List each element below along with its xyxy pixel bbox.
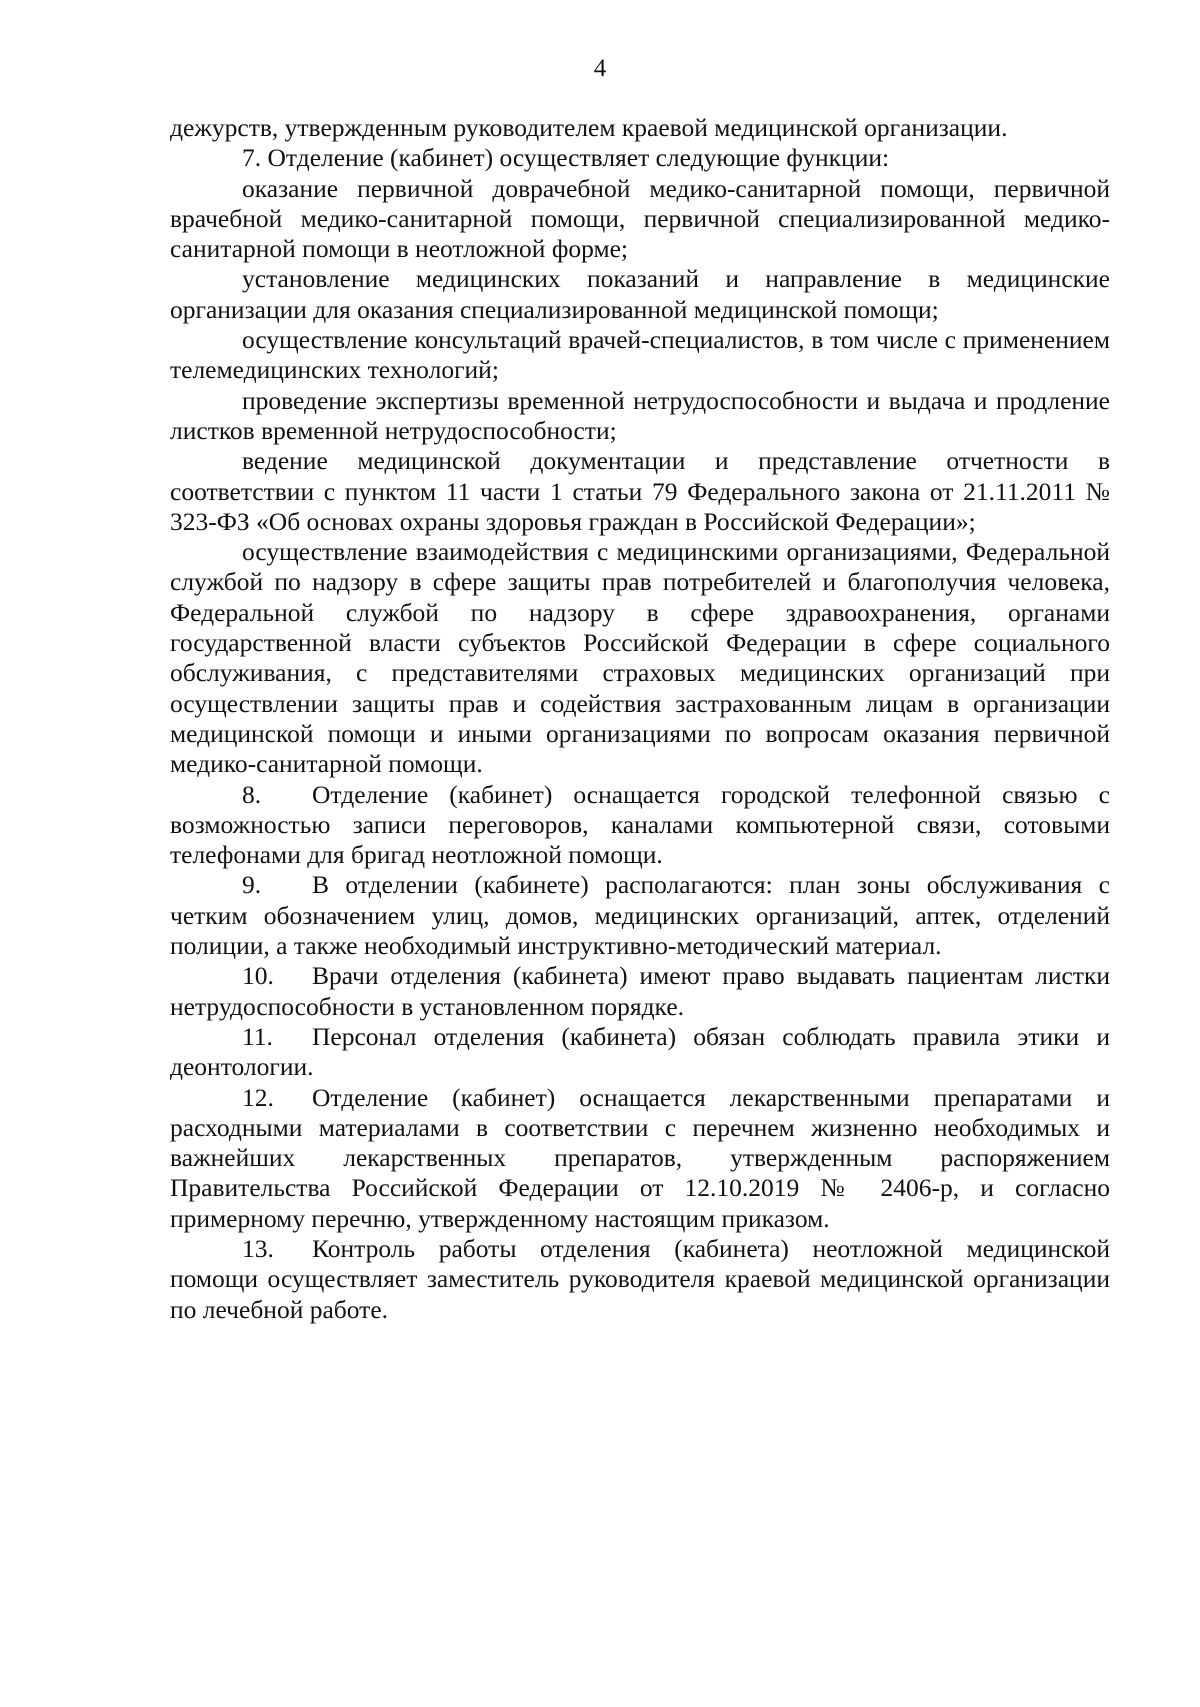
paragraph-item-12: [170, 1083, 1110, 1234]
paragraph-text: осуществление консультаций врачей-специалистов, в том числе с применением телемедицинских технологий;: [170, 325, 1110, 385]
item-number: 13.: [242, 1233, 274, 1263]
item-number: 11.: [242, 1021, 273, 1051]
document-body: [170, 113, 1110, 1325]
paragraph-item-7: [170, 143, 1110, 173]
paragraph-item-9: [170, 870, 1110, 961]
paragraph-item-11: [170, 1022, 1110, 1083]
paragraph-text: Отделение (кабинет) оснащается городской телефонной связью с возможностью записи переговоров, каналами компьютерной связи, сотовыми телефонами для бригад неотложной помощи.: [170, 779, 1110, 870]
paragraph-text: ведение медицинской документации и представление отчетности в соответствии с пунктом 11 части 1 статьи 79 Федерального закона от 21.11.2011 № 323-ФЗ «Об основах охраны здоровья граждан в Российской Федерации»;: [170, 446, 1110, 536]
paragraph-text: осуществление взаимодействия с медицинскими организациями, Федеральной службой по надзору в сфере защиты прав потребителей и благополучия человека, Федеральной службой по надзору в сфере здравоохранения, органами государственной власти субъектов Российской Федерации в сфере социального обслуживания, с представителями страховых медицинских организаций при осуществлении защиты прав и содействия застрахованным лицам в организации медицинской помощи и иными организациями по вопросам оказания первичной медико-санитарной помощи.: [170, 537, 1110, 779]
paragraph-function: [170, 446, 1110, 537]
paragraph-function: [170, 325, 1110, 386]
paragraph-text: Отделение (кабинет) оснащается лекарственными препаратами и расходными материалами в соответствии с перечнем жизненно необходимых и важнейших лекарственных препаратов, утвержденным распоряжением Правительства Российской Федерации от 12.10.2019 № 2406-р, и согласно примерному перечню, утвержденному настоящим приказом.: [170, 1082, 1110, 1233]
paragraph-text: Контроль работы отделения (кабинета) неотложной медицинской помощи осуществляет заместитель руководителя краевой медицинской организации по лечебной работе.: [170, 1233, 1110, 1324]
paragraph-item-13: [170, 1234, 1110, 1325]
page-number: 4: [593, 55, 607, 82]
item-number: 10.: [242, 961, 274, 991]
paragraph-text: В отделении (кабинете) располагаются: план зоны обслуживания с четким обозначением улиц, домов, медицинских организаций, аптек, отделений полиции, а также необходимый инструктивно-методический материал.: [170, 870, 1110, 961]
paragraph-text: Врачи отделения (кабинета) имеют право выдавать пациентам листки нетрудоспособности в установленном порядке.: [170, 961, 1110, 1021]
paragraph-function: [170, 537, 1110, 779]
paragraph-function: [170, 174, 1110, 265]
item-number: 9.: [242, 870, 262, 900]
item-number: 12.: [242, 1082, 274, 1112]
paragraph-text: 7. Отделение (кабинет) осуществляет следующие функции:: [242, 143, 890, 173]
paragraph-text: Персонал отделения (кабинета) обязан соблюдать правила этики и деонтологии.: [170, 1021, 1110, 1082]
paragraph-function: [170, 264, 1110, 325]
paragraph-continuation: [170, 113, 1110, 143]
paragraph-text: дежурств, утвержденным руководителем краевой медицинской организации.: [170, 113, 1008, 142]
paragraph-text: установление медицинских показаний и направление в медицинские организации для оказания специализированной медицинской помощи;: [170, 264, 1110, 324]
paragraph-function: [170, 386, 1110, 447]
paragraph-text: оказание первичной доврачебной медико-санитарной помощи, первичной врачебной медико-санитарной помощи, первичной специализированной медико-санитарной помощи в неотложной форме;: [170, 173, 1110, 264]
paragraph-item-10: [170, 961, 1110, 1022]
paragraph-text: проведение экспертизы временной нетрудоспособности и выдача и продление листков временной нетрудоспособности;: [170, 385, 1110, 445]
item-number: 8.: [242, 779, 262, 809]
paragraph-item-8: [170, 780, 1110, 871]
